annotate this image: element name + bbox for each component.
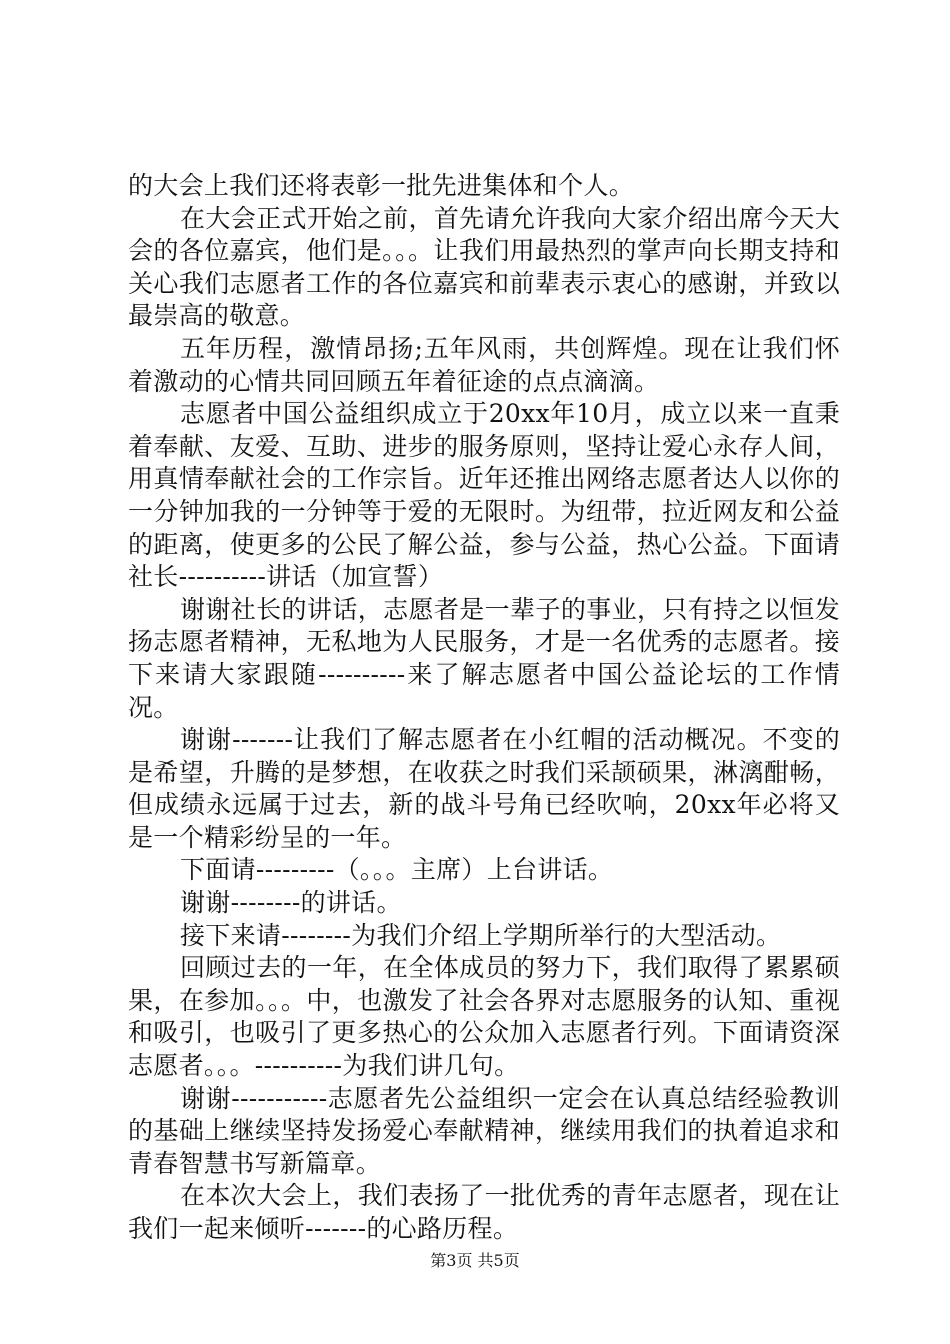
paragraph-12: 在本次大会上，我们表扬了一批优秀的青年志愿者，现在让我们一起来倾听-------的心路历程。 [128, 1181, 840, 1243]
paragraph-10: 回顾过去的一年，在全体成员的努力下，我们取得了累累硕果，在参加。。。中，也激发了社会各界对志愿服务的认知、重视和吸引，也吸引了更多热心的公众加入志愿者行列。下面请资深志愿者。。。----------为我们讲几句。 [128, 953, 840, 1081]
paragraph-9: 接下来请--------为我们介绍上学期所举行的大型活动。 [180, 920, 782, 950]
paragraph-2: 在大会正式开始之前，首先请允许我向大家介绍出席今天大会的各位嘉宾，他们是。。。让我们用最热烈的掌声向长期支持和关心我们志愿者工作的各位嘉宾和前辈表示衷心的感谢，并致以最崇高的敬意。 [128, 203, 840, 331]
paragraph-5: 谢谢社长的讲话，志愿者是一辈子的事业，只有持之以恒发扬志愿者精神，无私地为人民服务，才是一名优秀的志愿者。接下来请大家跟随----------来了解志愿者中国公益论坛的工作情况。 [128, 594, 840, 722]
paragraph-11: 谢谢-----------志愿者先公益组织一定会在认真总结经验教训的基础上继续坚持发扬爱心奉献精神，继续用我们的执着追求和青春智慧书写新篇章。 [128, 1083, 840, 1178]
page-number-footer: 第3页 共5页 [430, 1251, 520, 1270]
paragraph-4: 志愿者中国公益组织成立于20xx年10月，成立以来一直秉着奉献、友爱、互助、进步的服务原则，坚持让爱心永存人间，用真情奉献社会的工作宗旨。近年还推出网络志愿者达人以你的一分钟加我的一分钟等于爱的无限时。为纽带，拉近网友和公益的距离，使更多的公民了解公益，参与公益，热心公益。下面请社长----------讲话（加宣誓） [128, 399, 840, 592]
paragraph-3: 五年历程，激情昂扬;五年风雨，共创辉煌。现在让我们怀着激动的心情共同回顾五年着征途的点点滴滴。 [128, 333, 840, 396]
paragraph-6: 谢谢-------让我们了解志愿者在小红帽的活动概况。不变的是希望，升腾的是梦想，在收获之时我们采颉硕果，淋漓酣畅，但成绩永远属于过去，新的战斗号角已经吹响，20xx年必将又是一个精彩纷呈的一年。 [128, 725, 840, 852]
document-body [128, 170, 840, 1246]
paragraph-8: 谢谢--------的讲话。 [180, 888, 402, 918]
paragraph-7: 下面请---------（。。。主席）上台讲话。 [180, 855, 614, 885]
paragraph-1: 的大会上我们还将表彰一批先进集体和个人。 [128, 171, 635, 200]
